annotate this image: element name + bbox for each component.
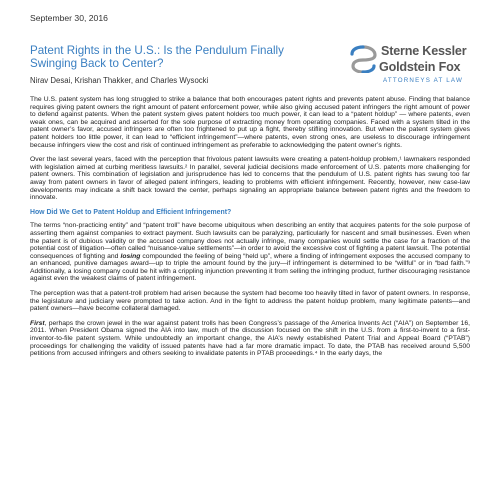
article-title: Patent Rights in the U.S.: Is the Pendulum Finally Swinging Back to Center? [30,44,284,71]
paragraph-4: The perception was that a patent-troll problem had arisen because the system had become too heavily tilted in favor of patent owners. In response, the legislature and judiciary were prompted to take action. And in the fight to address the patent holdup problem, many legitimate patents—and patent owners—have become collateral damaged. [30,290,470,313]
paragraph-3-emphasis: losing [120,252,141,260]
section-heading: How Did We Get to Patent Holdup and Efficient Infringement? [30,208,232,216]
paragraph-5 [30,320,470,358]
article-authors: Nirav Desai, Krishan Thakker, and Charles Wysocki [30,76,209,85]
firm-name-line1: Sterne Kessler [381,44,467,58]
paragraph-3-part-b: compounded the feeling of being “held up”, where a finding of infringement exposes the accused company to an enhanced, punitive damages award—up to triple the amount found by the jury—if infringement is determined to be “willful” or in “bad faith.”³ Additionally, a losing company could be hit with a crippling injunction preventing it from selling the infringing product, further discouraging resistance against even the weakest claims of patent infringement. [30,252,470,283]
paragraph-1: The U.S. patent system has long struggled to strike a balance that both encourages patent rights and prevents patent abuse. Finding that balance requires giving patent owners the right amount of patent enforcement power, while also giving accused patent infringers the right amount of power to defend against patents. When the patent system gives patent holders too much power, it can lead to a “patent holdup” — where patents, even weak ones, can be acquired and asserted for the sole purpose of extracting money from operating companies. Faced with a system tilted in the patent owner’s favor, accused infringers are often too frightened to put up a fight, thereby stifling innovation. But when the patent system gives patent holders too little power, it can lead to “efficient infringement”—where patents, even strong ones, are useless to discourage infringement because infringers view the cost and risk of continued infringement as preferable to acknowledging the patent owner’s rights. [30,96,470,149]
paragraph-3-part-a: The terms “non-practicing entity” and “patent troll” have become ubiquitous when describing an entity that acquires patents for the sole purpose of asserting them against companies to extract payment. Such lawsuits can be paralyzing, particularly for nascent and small businesses. Even when the patent is of dubious validity or the accused company does not actually infringe, many companies would settle the case for a fraction of the potential cost of litigation—often called “nuisance-value settlements”—in order to avoid the excessive cost of fighting a patent lawsuit. The potential consequences of fighting and [30,222,470,260]
paragraph-5-text: , perhaps the crown jewel in the war against patent trolls has been Congress’s passage of the America Invents Act (“AIA”) on September 16, 2011. When President Obama signed the AIA into law, much of the discussion focused on the shift in the U.S. from a first-to-invent to a first-inventor-to-file patent system. While undoubtedly an important change, the AIA’s newly established Patent Trial and Appeal Board (“PTAB”) proceedings for challenging the validity of issued patents have had a far more dramatic impact. To date, the PTAB has received around 5,500 petitions from accused infringers and others seeking to invalidate patents in PTAB proceedings.⁴ In the early days, the [30,319,470,358]
document-date: September 30, 2016 [30,13,108,23]
paragraph-5-emphasis: First [30,319,45,327]
paragraph-3 [30,222,470,283]
firm-name-line2: Goldstein Fox [379,60,461,74]
firm-tagline: ATTORNEYS AT LAW [383,77,464,84]
firm-logo-icon [349,45,377,73]
paragraph-2: Over the last several years, faced with the perception that frivolous patent lawsuits were creating a patent-holdup problem,¹ lawmakers responded with legislation aimed at curbing meritless lawsuits.² In parallel, several judicial decisions made enforcement of U.S. patents more challenging for patent owners. This combination of legislation and jurisprudence has led to concerns that the pendulum of U.S. patent rights has swung too far away from patent owners in favor of alleged patent infringers, leading to problems with efficient infringement. Recently, however, new case-law developments may indicate a shift back toward the center, perhaps signaling an appropriate balance between patent rights and the freedom to innovate. [30,156,470,202]
article-body [30,96,470,365]
